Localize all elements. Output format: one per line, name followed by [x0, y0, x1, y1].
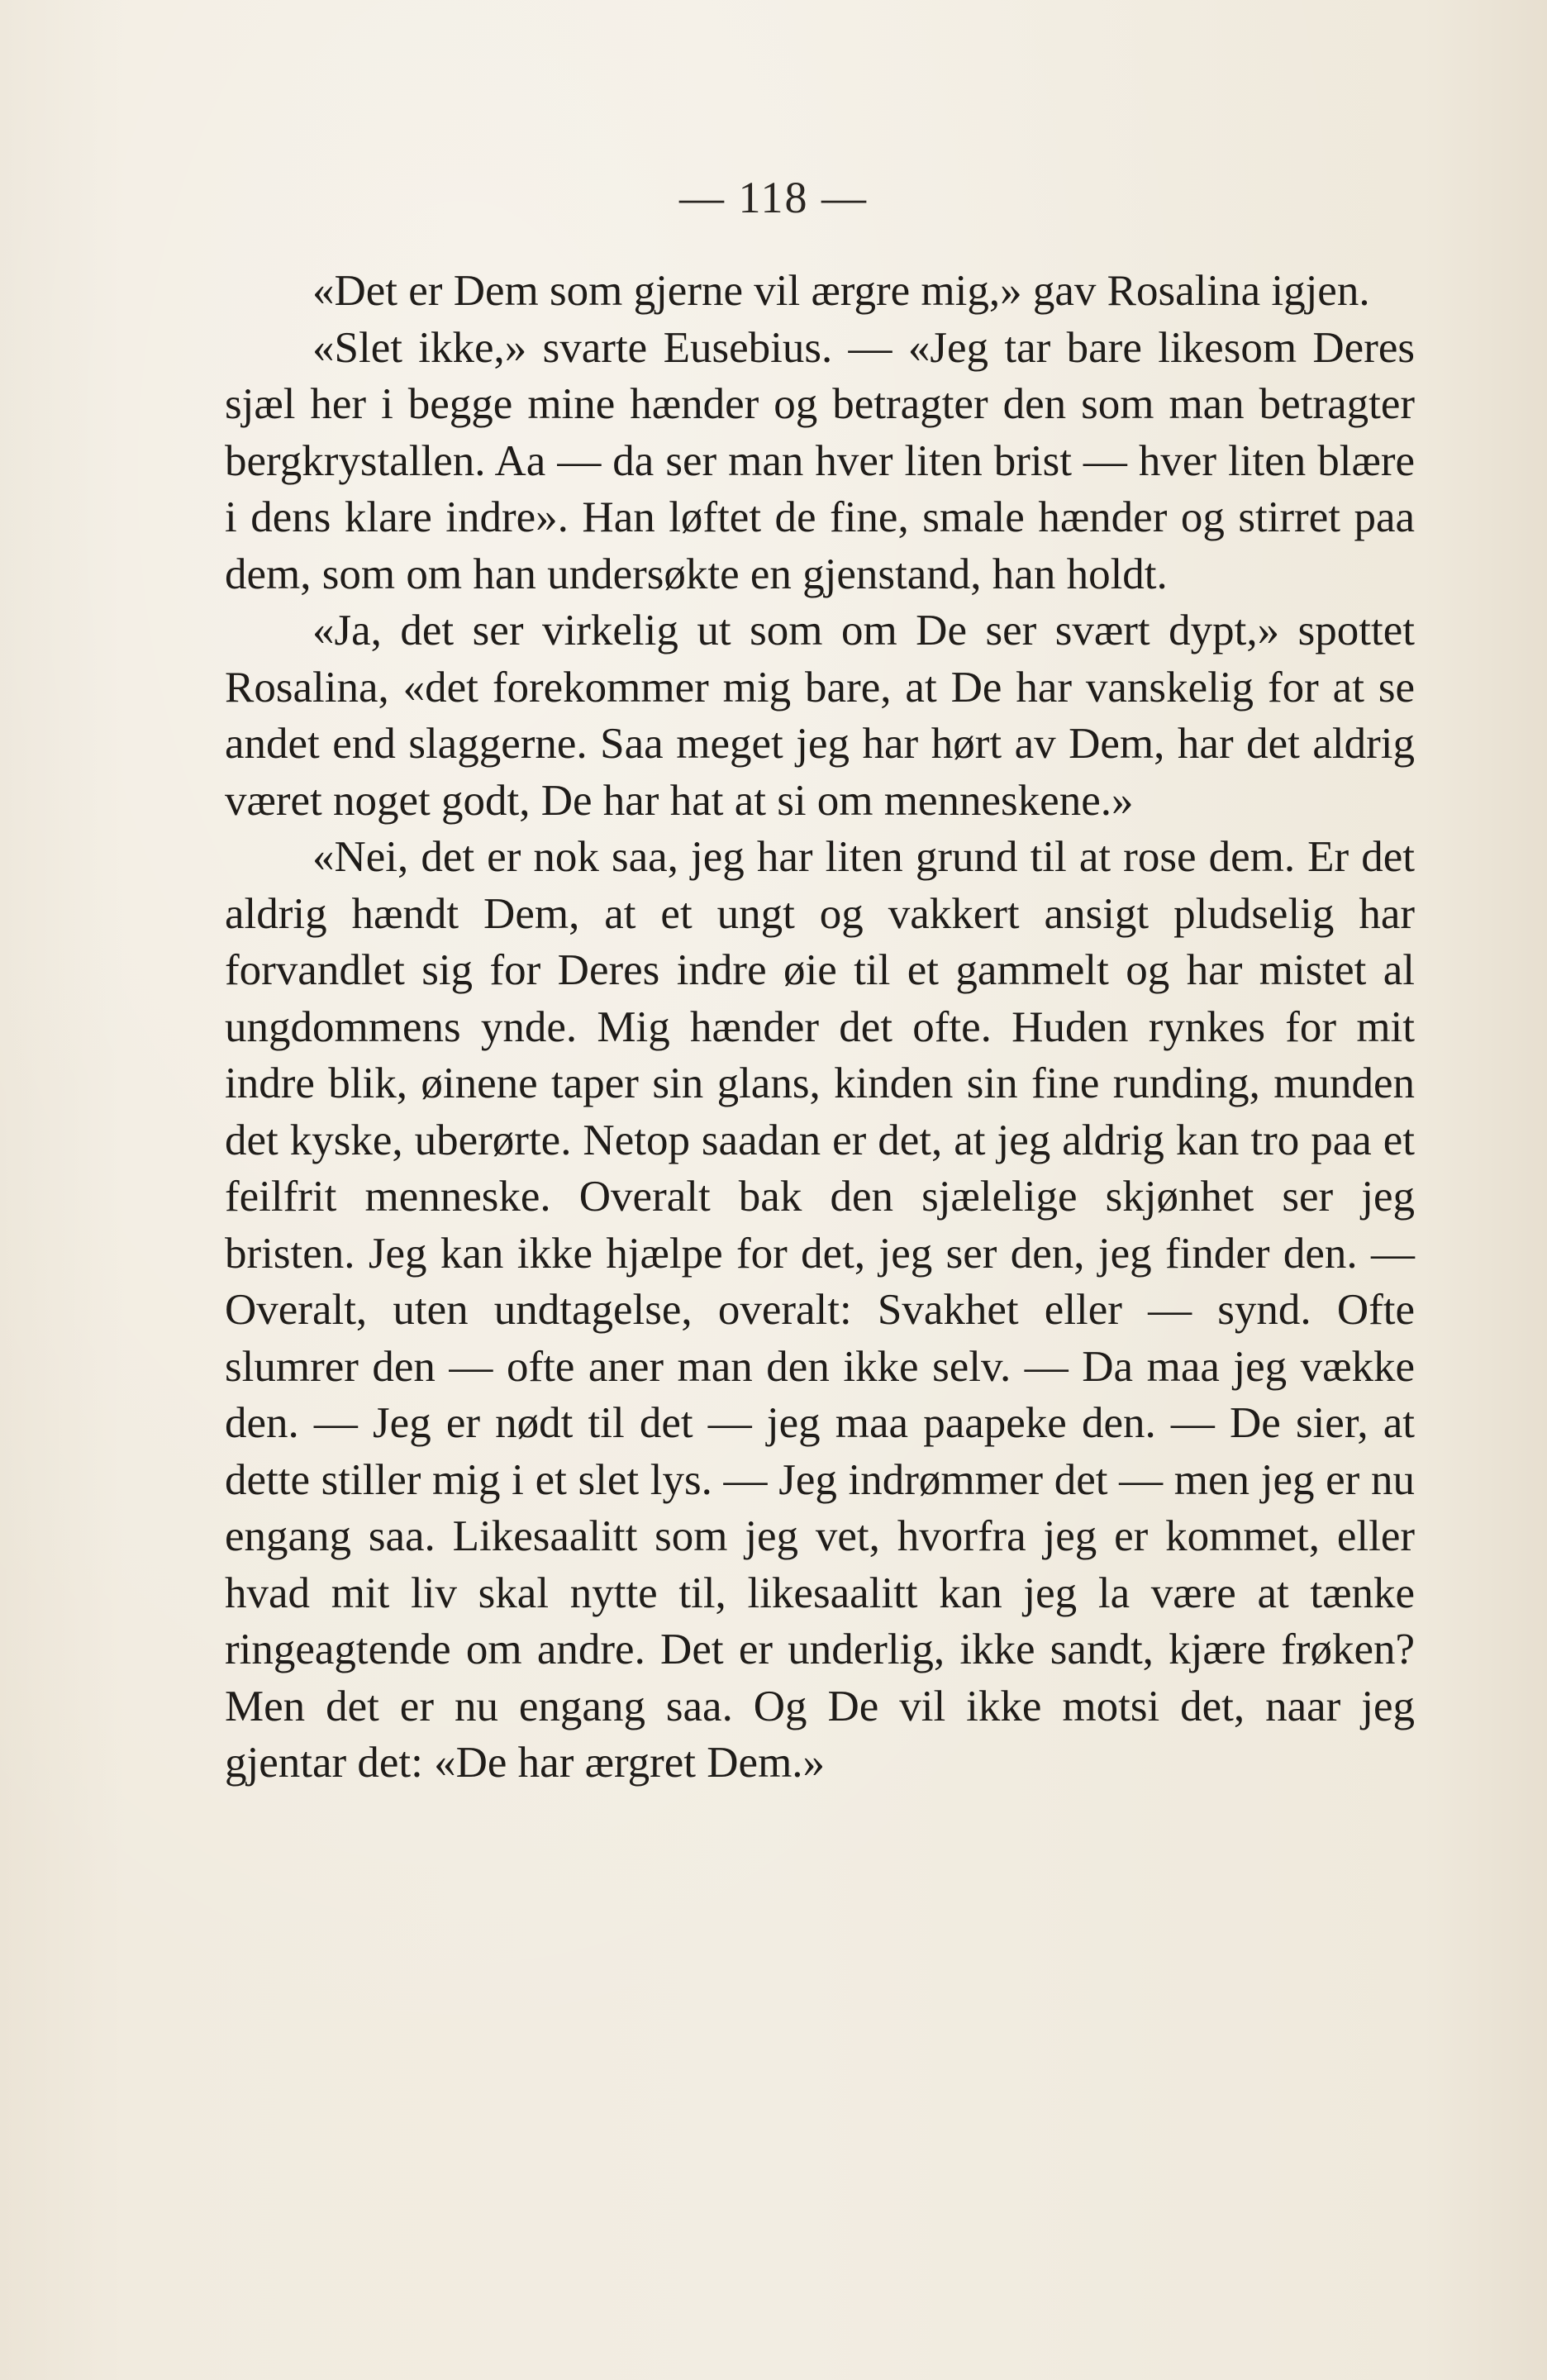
paragraph-1: «Det er Dem som gjerne vil ærgre mig,» gav Rosalina igjen. [312, 267, 1370, 315]
paragraph-2: «Slet ikke,» svarte Eusebius. — «Jeg tar bare likesom Deres sjæl her i begge mine hænder og betragter den som man betragter bergkrystallen. Aa — da ser man hver liten brist — hver liten blære i dens klare indre». Han løftet de fine, smale hænder og stirret paa dem, som om han undersøkte en gjenstand, han holdt. [225, 323, 1415, 598]
page-number: — 118 — [679, 173, 868, 222]
body-text [225, 263, 1415, 1792]
paragraph-4: «Nei, det er nok saa, jeg har liten grund til at rose dem. Er det aldrig hændt Dem, at et ungt og vakkert ansigt pludselig har forvandlet sig for Deres indre øie til et gammelt og har mistet al ungdommens ynde. Mig hænder det ofte. Huden rynkes for mit indre blik, øinene taper sin glans, kinden sin fine runding, munden det kyske, uberørte. Netop saadan er det, at jeg aldrig kan tro paa et feilfrit menneske. Overalt bak den sjælelige skjønhet ser jeg bristen. Jeg kan ikke hjælpe for det, jeg ser den, jeg finder den. — Overalt, uten undtagelse, overalt: Svakhet eller — synd. Ofte slumrer den — ofte aner man den ikke selv. — Da maa jeg vække den. — Jeg er nødt til det — jeg maa paapeke den. — De sier, at dette stiller mig i et slet lys. — Jeg indrømmer det — men jeg er nu engang saa. Likesaalitt som jeg vet, hvorfra jeg er kommet, eller hvad mit liv skal nytte til, likesaalitt kan jeg la være at tænke ringeagtende om andre. Det er underlig, ikke sandt, kjære frøken? Men det er nu engang saa. Og De vil ikke motsi det, naar jeg gjentar det: «De har ærgret Dem.» [225, 833, 1415, 1787]
paragraph-3: «Ja, det ser virkelig ut som om De ser svært dypt,» spottet Rosalina, «det forekommer mig bare, at De har vanskelig for at se andet end slaggerne. Saa meget jeg har hørt av Dem, har det aldrig været noget godt, De har hat at si om menneskene.» [225, 607, 1415, 825]
